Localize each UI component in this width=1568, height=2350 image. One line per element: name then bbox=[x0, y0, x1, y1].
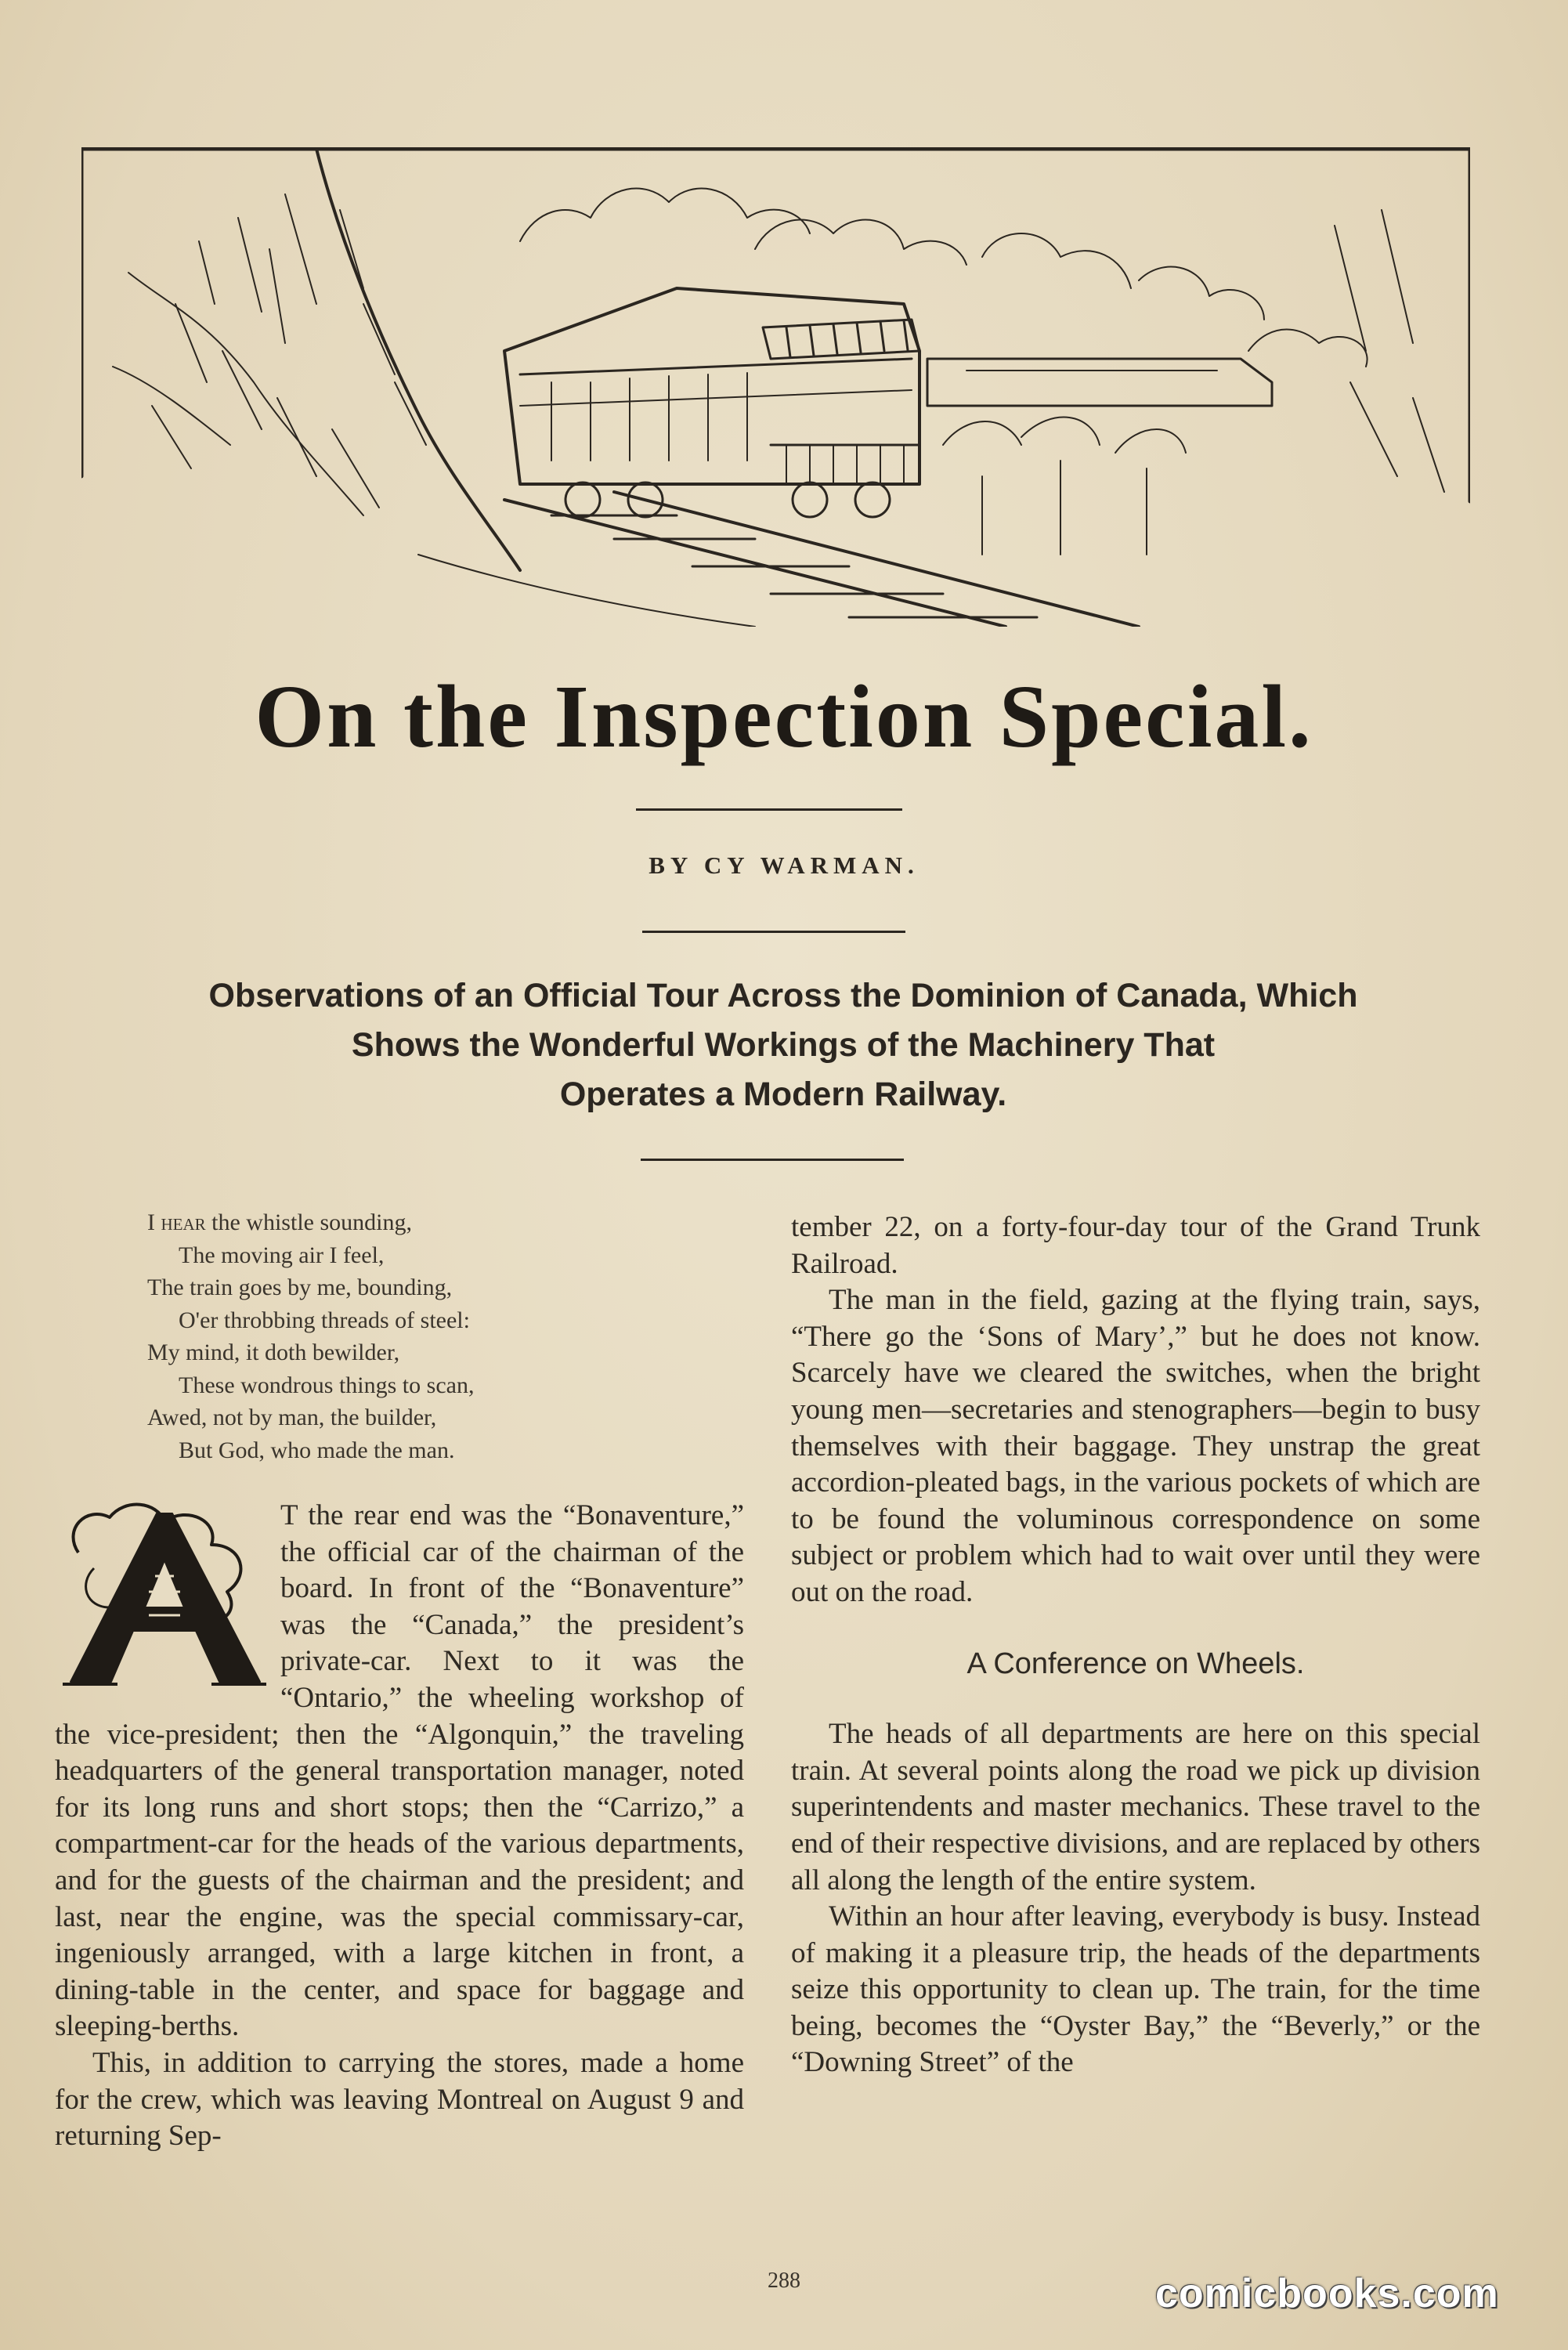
subtitle-line: Shows the Wonderful Workings of the Machinery That bbox=[351, 1026, 1216, 1064]
article-title: On the Inspection Special. bbox=[255, 667, 1313, 766]
paragraph: Within an hour after leaving, everybody is busy. Instead of making it a pleasure trip, the heads of the departments seize this opportunity to clean up. The train, for the time being, becomes the “Oyster Bay,” the “Beverly,” or the “Downing Street” of the bbox=[791, 1900, 1480, 2079]
dropcap-a-icon bbox=[55, 1498, 271, 1687]
title-divider bbox=[636, 808, 902, 811]
paragraph: T the rear end was the “Bonaventure,” the official car of the chairman of the board. In front of the “Bonaventure” was the “Canada,” the president’s private-car. Next to it was the “Ontario,” the wheeling workshop of the vice-president; then the “Algonquin,” the traveling headquarters of the general transportation manager, noted for its long runs and short stops; then the “Carrizo,” a compartment-car for the heads of the various departments, and for the guests of the chairman and the president; and last, near the engine, was the special commissary-car, ingeniously arranged, with a large kitchen in front, a dining-table in the center, and space for baggage and sleeping-berths. bbox=[55, 1499, 744, 2043]
poem-first-word: I hear bbox=[147, 1209, 206, 1235]
paragraph: This, in addition to carrying the stores, made a home for the crew, which was leaving Montreal on August 9 and returning Sep- bbox=[55, 2046, 744, 2153]
section-subhead: A Conference on Wheels. bbox=[966, 1647, 1305, 1680]
poem-line: Awed, not by man, the builder, bbox=[147, 1405, 437, 1430]
byline-divider bbox=[642, 931, 905, 933]
page-number: 288 bbox=[768, 2269, 800, 2293]
poem-line: O'er throbbing threads of steel: bbox=[179, 1307, 470, 1333]
poem-line: I hear the whistle sounding, bbox=[147, 1209, 412, 1235]
paragraph: tember 22, on a forty-four-day tour of the Grand Trunk Railroad. bbox=[791, 1211, 1480, 1280]
subtitle-divider bbox=[641, 1159, 904, 1161]
byline: BY CY WARMAN. bbox=[649, 851, 919, 879]
left-column bbox=[55, 1498, 744, 2155]
paragraph: The man in the field, gazing at the flying train, says, “There go the ‘Sons of Mary’,” but he does not know. Scarcely have we cleared the switches, when the bright young men—secretaries and stenographers—begin to busy themselves with their baggage. They unstrap the great accordion-pleated bags, in the various pockets of which are to be found the voluminous correspondence on some subject or problem which had to wait over until they were out on the road. bbox=[791, 1284, 1480, 1608]
poem-line: My mind, it doth bewilder, bbox=[147, 1340, 400, 1365]
epigraph-poem bbox=[147, 1206, 633, 1466]
poem-line: These wondrous things to scan, bbox=[179, 1372, 475, 1398]
subtitle-line: Operates a Modern Railway. bbox=[559, 1076, 1007, 1113]
right-column bbox=[791, 1209, 1480, 2081]
poem-line: The moving air I feel, bbox=[179, 1242, 385, 1268]
train-illustration-icon bbox=[81, 147, 1470, 627]
paragraph: The heads of all departments are here on this special train. At several points along the road we pick up division superintendents and master mechanics. These travel to the end of their respective divisions, and are replaced by others all along the length of the entire system. bbox=[791, 1718, 1480, 1896]
article-subtitle bbox=[47, 971, 1519, 1119]
poem-line: The train goes by me, bounding, bbox=[147, 1274, 453, 1300]
watermark: comicbooks.com bbox=[1155, 2271, 1499, 2316]
poem-line: But God, who made the man. bbox=[179, 1437, 455, 1463]
subtitle-line: Observations of an Official Tour Across the Dominion of Canada, Which bbox=[208, 977, 1358, 1014]
